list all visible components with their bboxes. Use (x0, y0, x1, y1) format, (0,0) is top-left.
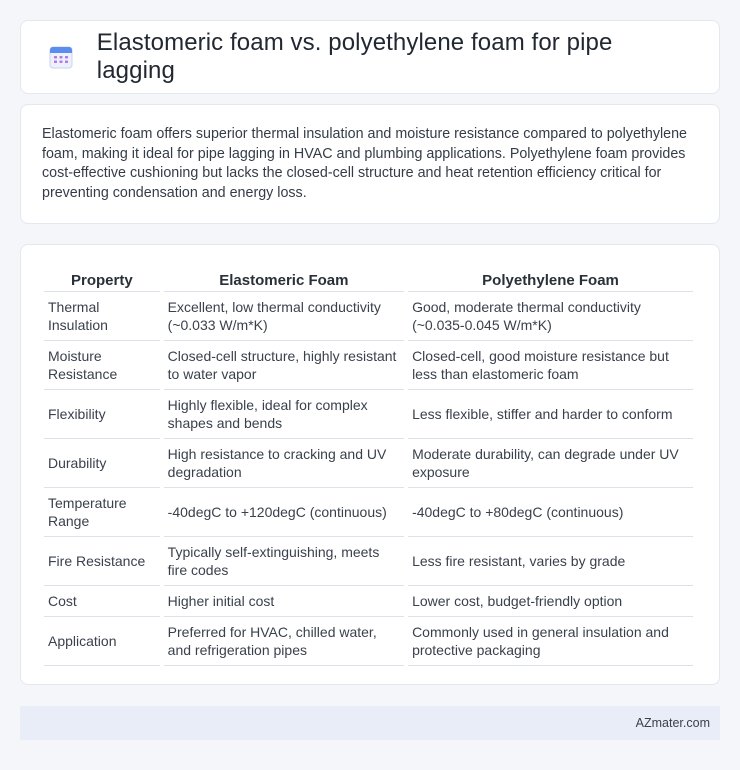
column-header-polyethylene: Polyethylene Foam (408, 266, 693, 292)
cell-elastomeric: High resistance to cracking and UV degradation (164, 439, 404, 488)
cell-elastomeric: Preferred for HVAC, chilled water, and refrigeration pipes (164, 617, 404, 666)
page-title: Elastomeric foam vs. polyethylene foam for pipe lagging (96, 29, 613, 84)
calendar-icon (47, 43, 75, 71)
cell-property: Temperature Range (44, 488, 160, 537)
cell-elastomeric: Closed-cell structure, highly resistant to water vapor (164, 341, 404, 390)
cell-property: Durability (44, 439, 160, 488)
cell-property: Flexibility (44, 390, 160, 439)
cell-property: Cost (44, 586, 160, 617)
cell-property: Fire Resistance (44, 537, 160, 586)
table-row (44, 617, 693, 666)
table-row (44, 292, 693, 341)
cell-polyethylene: Moderate durability, can degrade under UV exposure (408, 439, 693, 488)
cell-property: Moisture Resistance (44, 341, 160, 390)
cell-elastomeric: -40degC to +120degC (continuous) (164, 488, 404, 537)
cell-polyethylene: Closed-cell, good moisture resistance but less than elastomeric foam (408, 341, 693, 390)
column-header-elastomeric: Elastomeric Foam (164, 266, 404, 292)
cell-polyethylene: Less fire resistant, varies by grade (408, 537, 693, 586)
cell-elastomeric: Higher initial cost (164, 586, 404, 617)
cell-polyethylene: Lower cost, budget-friendly option (408, 586, 693, 617)
cell-polyethylene: Commonly used in general insulation and protective packaging (408, 617, 693, 666)
comparison-table-card (20, 244, 720, 685)
table-row (44, 341, 693, 390)
cell-elastomeric: Typically self-extinguishing, meets fire codes (164, 537, 404, 586)
intro-card (20, 104, 720, 224)
cell-polyethylene: -40degC to +80degC (continuous) (408, 488, 693, 537)
cell-elastomeric: Excellent, low thermal conductivity (~0.033 W/m*K) (164, 292, 404, 341)
table-row (44, 390, 693, 439)
cell-elastomeric: Highly flexible, ideal for complex shapes and bends (164, 390, 404, 439)
table-header-row (44, 266, 693, 292)
header-card (20, 20, 720, 94)
column-header-property: Property (44, 266, 160, 292)
footer (20, 706, 720, 740)
table-row (44, 537, 693, 586)
intro-text: Elastomeric foam offers superior thermal insulation and moisture resistance compared to polyethylene foam, making it ideal for pipe lagging in HVAC and plumbing applications. Polyethylene foam provides cost-effective cushioning but lacks the closed-cell structure and heat retention efficiency critical for preventing condensation and energy loss. (42, 126, 688, 201)
table-row (44, 586, 693, 617)
footer-site-name: AZmater.com (635, 716, 710, 730)
comparison-table (40, 266, 697, 666)
table-row (44, 439, 693, 488)
cell-polyethylene: Less flexible, stiffer and harder to conform (408, 390, 693, 439)
table-row (44, 488, 693, 537)
cell-property: Application (44, 617, 160, 666)
cell-polyethylene: Good, moderate thermal conductivity (~0.035-0.045 W/m*K) (408, 292, 693, 341)
cell-property: Thermal Insulation (44, 292, 160, 341)
